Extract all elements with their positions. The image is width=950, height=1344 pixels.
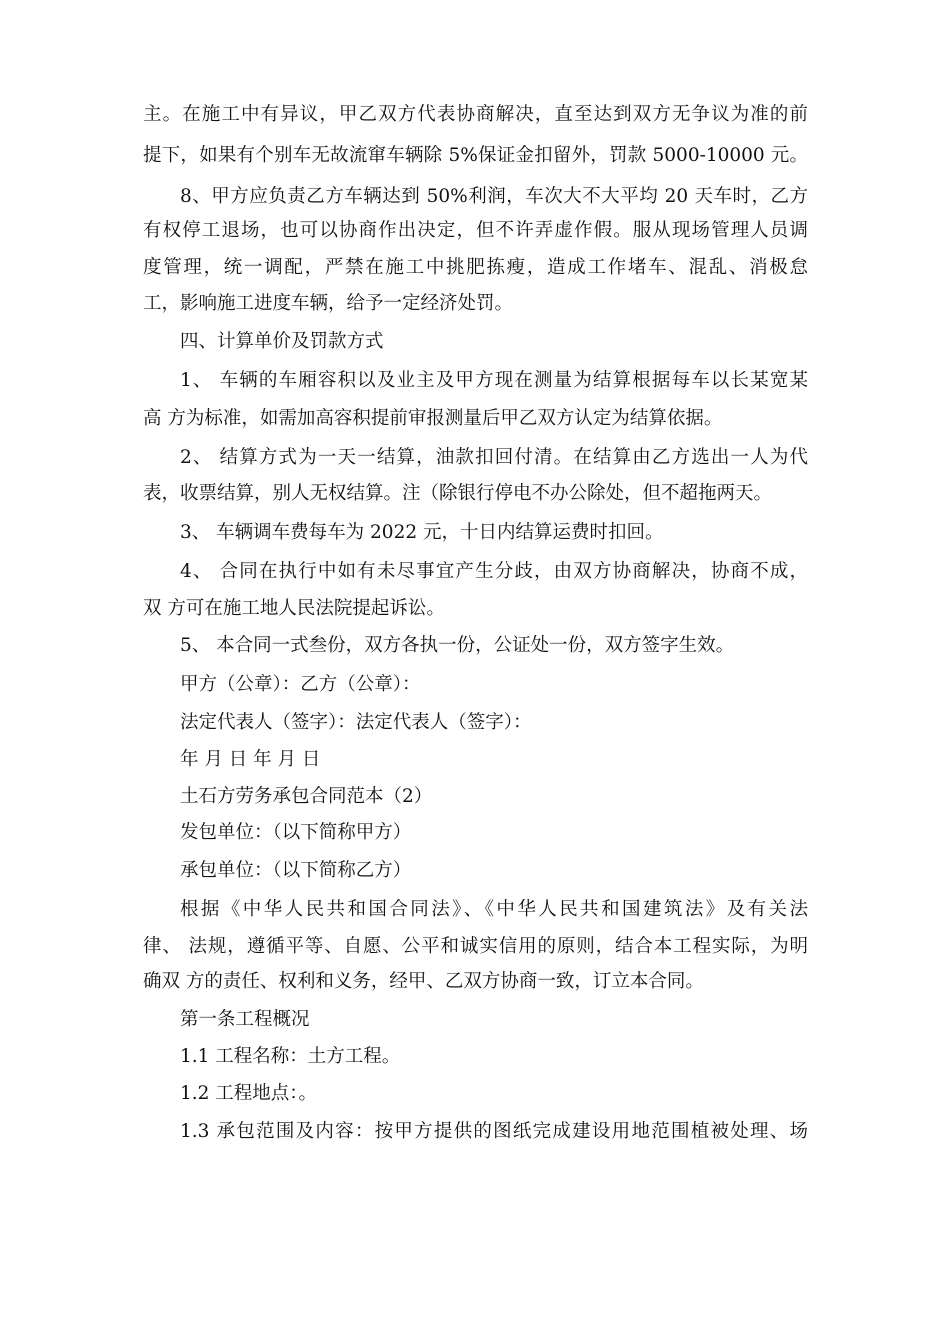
section-heading: 四、计算单价及罚款方式 [180, 331, 384, 352]
text-line: 双 方可在施工地人民法院提起诉讼。 [143, 598, 445, 619]
text-line: 2、 结算方式为一天一结算，油款扣回付清。在结算由乙方选出一人为代 [180, 447, 808, 468]
text-line: 1.3 承包范围及内容：按甲方提供的图纸完成建设用地范围植被处理、场 [180, 1121, 808, 1142]
text-line: 工，影响施工进度车辆，给予一定经济处罚。 [143, 293, 514, 314]
text-line: 1.1 工程名称：土方工程。 [180, 1046, 401, 1067]
text-line: 根据《中华人民共和国合同法》、《中华人民共和国建筑法》及有关法 [180, 899, 808, 920]
text-line: 律、 法规，遵循平等、自愿、公平和诚实信用的原则，结合本工程实际，为明 [143, 936, 808, 957]
text-line: 5、 本合同一式叁份，双方各执一份，公证处一份，双方签字生效。 [180, 635, 735, 656]
text-line: 3、 车辆调车费每车为 2022 元，十日内结算运费时扣回。 [180, 522, 664, 543]
signature-date-line: 年 月 日 年 月 日 [180, 749, 321, 770]
text-line: 度管理，统一调配，严禁在施工中挑肥拣瘦，造成工作堵车、混乱、消极怠 [143, 257, 808, 278]
party-a-line: 发包单位：（以下简称甲方） [180, 822, 412, 843]
section-heading: 第一条工程概况 [180, 1009, 310, 1030]
text-line: 有权停工退场，也可以协商作出决定，但不许弄虚作假。服从现场管理人员调 [143, 220, 808, 241]
text-line: 1.2 工程地点：。 [180, 1083, 318, 1104]
text-line: 提下，如果有个别车无故流窜车辆除 5%保证金扣留外，罚款 5000-10000 元。 [143, 145, 808, 166]
text-line: 确双 方的责任、权利和义务，经甲、乙双方协商一致，订立本合同。 [143, 971, 704, 992]
text-line: 表，收票结算，别人无权结算。注（除银行停电不办公除处，但不超拖两天。 [143, 483, 773, 504]
contract-title: 土石方劳务承包合同范本（2） [180, 786, 433, 807]
text-line: 主。在施工中有异议，甲乙双方代表协商解决，直至达到双方无争议为准的前 [143, 104, 808, 125]
signature-party-line: 甲方（公章）：乙方（公章）： [180, 674, 421, 695]
signature-representative-line: 法定代表人（签字）：法定代表人（签字）： [180, 712, 532, 733]
party-b-line: 承包单位：（以下简称乙方） [180, 860, 412, 881]
text-line: 8、甲方应负责乙方车辆达到 50%利润，车次大不大平均 20 天车时，乙方 [180, 186, 808, 207]
text-line: 高 方为标准，如需加高容积提前审报测量后甲乙双方认定为结算依据。 [143, 408, 723, 429]
text-line: 1、 车辆的车厢容积以及业主及甲方现在测量为结算根据每车以长某宽某 [180, 370, 808, 391]
text-line: 4、 合同在执行中如有未尽事宜产生分歧，由双方协商解决，协商不成， [180, 561, 808, 582]
